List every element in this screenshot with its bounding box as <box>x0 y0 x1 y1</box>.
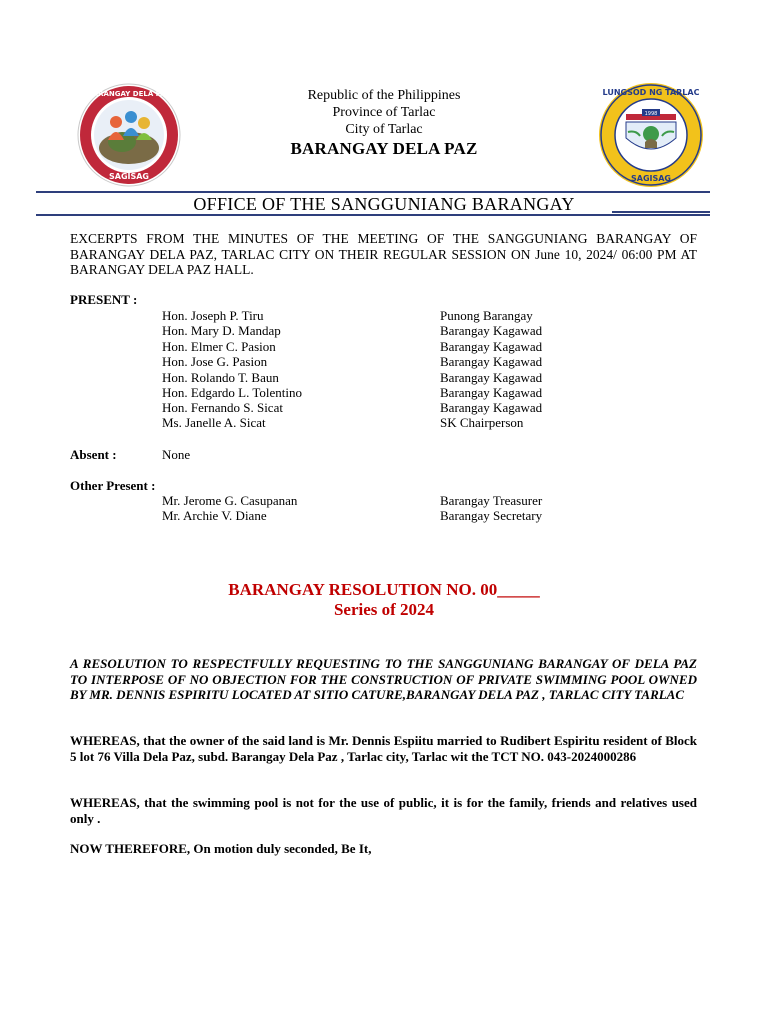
resolution-subject: A RESOLUTION TO RESPECTFULLY REQUESTING TO THE SANGGUNIANG BARANGAY OF DELA PAZ TO INTERPOSE OF NO OBJECTION FOR THE CONSTRUCTION OF PRIVATE SWIMMING POOL OWNED BY MR. DENNIS ESPIRITU LOCATED AT SITIO CATURE,BARANGAY DELA PAZ , TARLAC CITY TARLAC <box>70 656 697 702</box>
absent-value: None <box>162 447 191 462</box>
present-label: PRESENT : <box>70 292 138 307</box>
attendee-role: SK Chairperson <box>440 415 524 430</box>
left-seal-bottom-text: SAGISAG <box>108 172 150 181</box>
right-seal-year: 1998 <box>644 111 658 117</box>
other-present-label: Other Present : <box>70 478 156 493</box>
letterhead <box>0 87 768 159</box>
attendee-name: Hon. Edgardo L. Tolentino <box>162 385 303 400</box>
resolution-series: Series of 2024 <box>333 600 435 619</box>
attendee-role: Punong Barangay <box>440 308 533 323</box>
attendee-role: Barangay Secretary <box>440 508 543 523</box>
attendee-role: Barangay Kagawad <box>440 339 543 354</box>
resolution-heading <box>0 580 768 620</box>
header-province: Province of Tarlac <box>332 105 436 120</box>
attendee-role: Barangay Kagawad <box>440 354 543 369</box>
header-rule-top <box>36 191 710 193</box>
attendee-name: Hon. Rolando T. Baun <box>162 370 279 385</box>
right-seal-bottom-text: SAGISAG <box>630 174 672 183</box>
attendee-name: Hon. Fernando S. Sicat <box>162 400 283 415</box>
office-title: OFFICE OF THE SANGGUNIANG BARANGAY <box>193 194 575 214</box>
attendee-role: Barangay Kagawad <box>440 323 543 338</box>
whereas-paragraph-2: WHEREAS, that the swimming pool is not for the use of public, it is for the family, friends and relatives used only . <box>70 795 697 826</box>
attendee-role: Barangay Treasurer <box>440 493 543 508</box>
attendee-name: Ms. Janelle A. Sicat <box>162 415 266 430</box>
now-therefore-paragraph: NOW THEREFORE, On motion duly seconded, Be It, <box>70 841 372 856</box>
absent-label: Absent : <box>70 447 117 462</box>
attendee-name: Hon. Mary D. Mandap <box>162 323 281 338</box>
attendee-name: Mr. Jerome G. Casupanan <box>162 493 298 508</box>
attendee-name: Mr. Archie V. Diane <box>162 508 267 523</box>
attendee-role: Barangay Kagawad <box>440 370 543 385</box>
minutes-excerpt-intro: EXCERPTS FROM THE MINUTES OF THE MEETING OF THE SANGGUNIANG BARANGAY OF BARANGAY DELA PAZ, TARLAC CITY ON THEIR REGULAR SESSION ON June 10, 2024/ 06:00 PM AT BARANGAY DELA PAZ HALL. <box>70 231 697 277</box>
attendee-role: Barangay Kagawad <box>440 385 543 400</box>
attendee-name: Hon. Joseph P. Tiru <box>162 308 264 323</box>
attendee-role: Barangay Kagawad <box>440 400 543 415</box>
whereas-paragraph-1: WHEREAS, that the owner of the said land is Mr. Dennis Espiitu married to Rudibert Espiritu resident of Block 5 lot 76 Villa Dela Paz, subd. Barangay Dela Paz , Tarlac city, Tarlac wit the TCT NO. 043-2024000286 <box>70 733 697 764</box>
attendee-name: Hon. Jose G. Pasion <box>162 354 268 369</box>
header-republic: Republic of the Philippines <box>307 88 461 103</box>
header-barangay-title: BARANGAY DELA PAZ <box>290 139 478 158</box>
header-city: City of Tarlac <box>345 122 423 137</box>
resolution-number: BARANGAY RESOLUTION NO. 00_____ <box>228 580 540 599</box>
header-rule-bottom <box>36 214 710 216</box>
left-seal-top-text: BARANGAY DELA PAZ <box>87 90 171 98</box>
attendee-name: Hon. Elmer C. Pasion <box>162 339 276 354</box>
right-seal-top-text: LUNGSOD NG TARLAC <box>602 88 700 97</box>
